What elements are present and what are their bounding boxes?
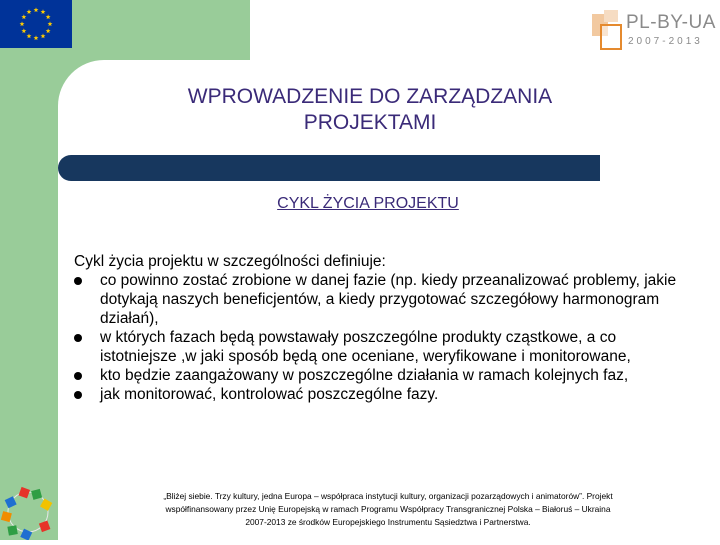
pl-by-ua-logo bbox=[592, 10, 716, 52]
eu-star-icon bbox=[46, 28, 51, 33]
logo-square-pale bbox=[604, 10, 618, 22]
eu-star-icon bbox=[27, 9, 32, 14]
bullet-dot bbox=[74, 277, 82, 285]
logo-years: 2007-2013 bbox=[628, 36, 703, 47]
eu-star-icon bbox=[20, 21, 25, 26]
bullet-text: jak monitorować, kontrolować poszczególne fazy. bbox=[100, 386, 439, 403]
list-item bbox=[74, 366, 694, 385]
slide-title bbox=[90, 84, 650, 136]
title-divider-bar bbox=[58, 155, 600, 181]
list-item bbox=[74, 385, 694, 404]
eu-star-icon bbox=[48, 21, 53, 26]
bullet-dot bbox=[74, 372, 82, 380]
colorful-stars-logo bbox=[0, 484, 56, 540]
footer-note bbox=[88, 490, 688, 529]
eu-star-icon bbox=[27, 34, 32, 39]
eu-star-icon bbox=[41, 34, 46, 39]
logo-text: PL-BY-UA bbox=[626, 12, 716, 33]
eu-star-icon bbox=[21, 28, 26, 33]
footer-line1: „Bliżej siebie. Trzy kultury, jedna Europa – współpraca instytucji kultury, organizacji pozarządowych i animatorów”. Projekt bbox=[163, 491, 613, 501]
eu-star-icon bbox=[21, 14, 26, 19]
list-item bbox=[74, 328, 694, 366]
bullet-text: kto będzie zaangażowany w poszczególne działania w ramach kolejnych faz, bbox=[100, 367, 629, 384]
slide-title-line1: WPROWADZENIE DO ZARZĄDZANIA bbox=[187, 85, 553, 108]
bullet-text: co powinno zostać zrobione w danej fazie (np. kiedy przeanalizować problemy, jakie dotykają naszych beneficjentów, a kiedy przygotować szczegółowy harmonogram działań), bbox=[100, 272, 677, 327]
eu-star-icon bbox=[46, 14, 51, 19]
eu-star-icon bbox=[41, 9, 46, 14]
slide-subtitle: CYKL ŻYCIA PROJEKTU bbox=[277, 195, 459, 212]
logo-square-outline bbox=[600, 24, 622, 50]
slide-body bbox=[74, 252, 694, 404]
eu-star-icon bbox=[34, 35, 39, 40]
bullet-list bbox=[74, 271, 694, 404]
bullet-dot bbox=[74, 391, 82, 399]
footer-line2: współfinansowany przez Unię Europejską w ramach Programu Współpracy Transgranicznej Polska – Białoruś – Ukraina bbox=[165, 504, 611, 514]
eu-flag-icon bbox=[0, 0, 72, 48]
intro-text: Cykl życia projektu w szczególności definiuje: bbox=[74, 253, 386, 270]
slide-title-line2: PROJEKTAMI bbox=[303, 111, 437, 134]
list-item bbox=[74, 271, 694, 328]
bullet-dot bbox=[74, 334, 82, 342]
eu-star-icon bbox=[34, 7, 39, 12]
bullet-text: w których fazach będą powstawały poszczególne produkty cząstkowe, a co istotniejsze ,w jaki sposób będą one oceniane, weryfikowane i monitorowane, bbox=[100, 329, 631, 365]
footer-line3: 2007-2013 ze środków Europejskiego Instrumentu Sąsiedztwa i Partnerstwa. bbox=[245, 517, 531, 527]
